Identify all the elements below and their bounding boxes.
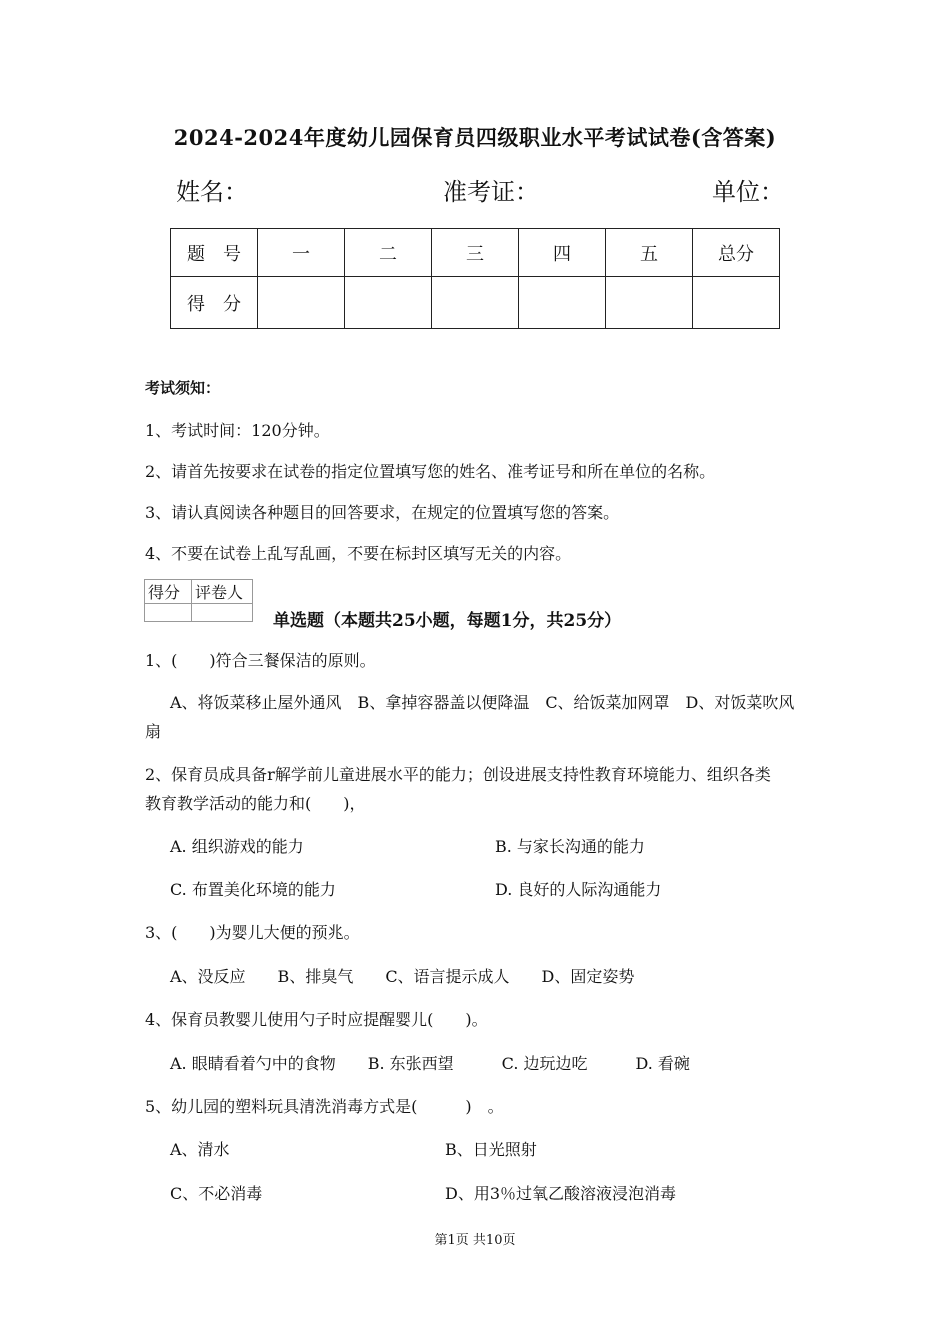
score-input-cell[interactable]: [693, 277, 780, 329]
notice-item: 1、考试时间：120分钟。: [145, 421, 330, 440]
exam-number-field-label: 准考证：: [443, 178, 539, 206]
question-3-stem: 3、( )为婴儿大便的预兆。: [145, 923, 360, 942]
section-heading: 单选题（本题共25小题，每题1分，共25分）: [273, 611, 622, 631]
question-5-stem: 5、幼儿园的塑料玩具清洗消毒方式是( ) 。: [145, 1097, 504, 1116]
score-table-cell: 得 分: [171, 277, 258, 329]
grader-name-label: 评卷人: [192, 580, 253, 604]
score-table-cell: 题 号: [171, 229, 258, 277]
question-2-option-b: B. 与家长沟通的能力: [495, 837, 645, 856]
question-4-options: A. 眼睛看着勺中的食物 B. 东张西望 C. 边玩边吃 D. 看碗: [170, 1054, 690, 1073]
question-5-option-d: D、用3％过氧乙酸溶液浸泡消毒: [445, 1184, 677, 1203]
score-table-cell: 四: [519, 229, 606, 277]
score-table-score-row: [171, 277, 780, 329]
grader-score-cell[interactable]: [145, 604, 192, 622]
question-5-option-b: B、日光照射: [445, 1140, 537, 1159]
grader-score-label: 得分: [145, 580, 192, 604]
score-input-cell[interactable]: [345, 277, 432, 329]
question-4-stem: 4、保育员教婴儿使用勺子时应提醒婴儿( )。: [145, 1010, 488, 1029]
page-footer: 第1页 共10页: [434, 1233, 516, 1248]
score-input-cell[interactable]: [258, 277, 345, 329]
question-5-option-a: A、清水: [170, 1140, 230, 1159]
question-1-options-continued: 扇: [145, 722, 162, 741]
name-field-label: 姓名：: [176, 178, 248, 206]
question-2-stem-continued: 教育教学活动的能力和( )，: [145, 794, 366, 813]
grader-box: [144, 579, 253, 622]
score-table: [170, 228, 780, 329]
score-table-cell: 二: [345, 229, 432, 277]
score-table-cell: 五: [606, 229, 693, 277]
grader-name-cell[interactable]: [192, 604, 253, 622]
score-input-cell[interactable]: [519, 277, 606, 329]
question-2-option-d: D. 良好的人际沟通能力: [495, 880, 662, 899]
question-2-option-a: A. 组织游戏的能力: [170, 837, 304, 856]
question-3-options: A、没反应 B、排臭气 C、语言提示成人 D、固定姿势: [170, 967, 635, 986]
question-1-options: A、将饭菜移止屋外通风 B、拿掉容器盖以便降温 C、给饭菜加网罩 D、对饭菜吹风: [170, 693, 795, 712]
score-input-cell[interactable]: [432, 277, 519, 329]
score-table-cell: 一: [258, 229, 345, 277]
unit-field-label: 单位：: [712, 178, 784, 206]
score-table-cell: 三: [432, 229, 519, 277]
notice-item: 3、请认真阅读各种题目的回答要求，在规定的位置填写您的答案。: [145, 503, 620, 522]
notice-item: 2、请首先按要求在试卷的指定位置填写您的姓名、准考证号和所在单位的名称。: [145, 462, 716, 481]
exam-title: 2024-2024年度幼儿园保育员四级职业水平考试试卷(含答案): [173, 125, 777, 150]
score-table-cell: 总分: [693, 229, 780, 277]
question-2-stem: 2、保育员成具备r解学前儿童进展水平的能力；创设进展支持性教育环境能力、组织各类: [145, 765, 771, 784]
question-2-option-c: C. 布置美化环境的能力: [170, 880, 336, 899]
notice-item: 4、不要在试卷上乱写乱画，不要在标封区填写无关的内容。: [145, 544, 572, 563]
notice-heading: 考试须知：: [145, 379, 221, 397]
score-input-cell[interactable]: [606, 277, 693, 329]
question-5-option-c: C、不必消毒: [170, 1184, 263, 1203]
score-table-header-row: [171, 229, 780, 277]
question-1-stem: 1、( )符合三餐保洁的原则。: [145, 651, 376, 670]
